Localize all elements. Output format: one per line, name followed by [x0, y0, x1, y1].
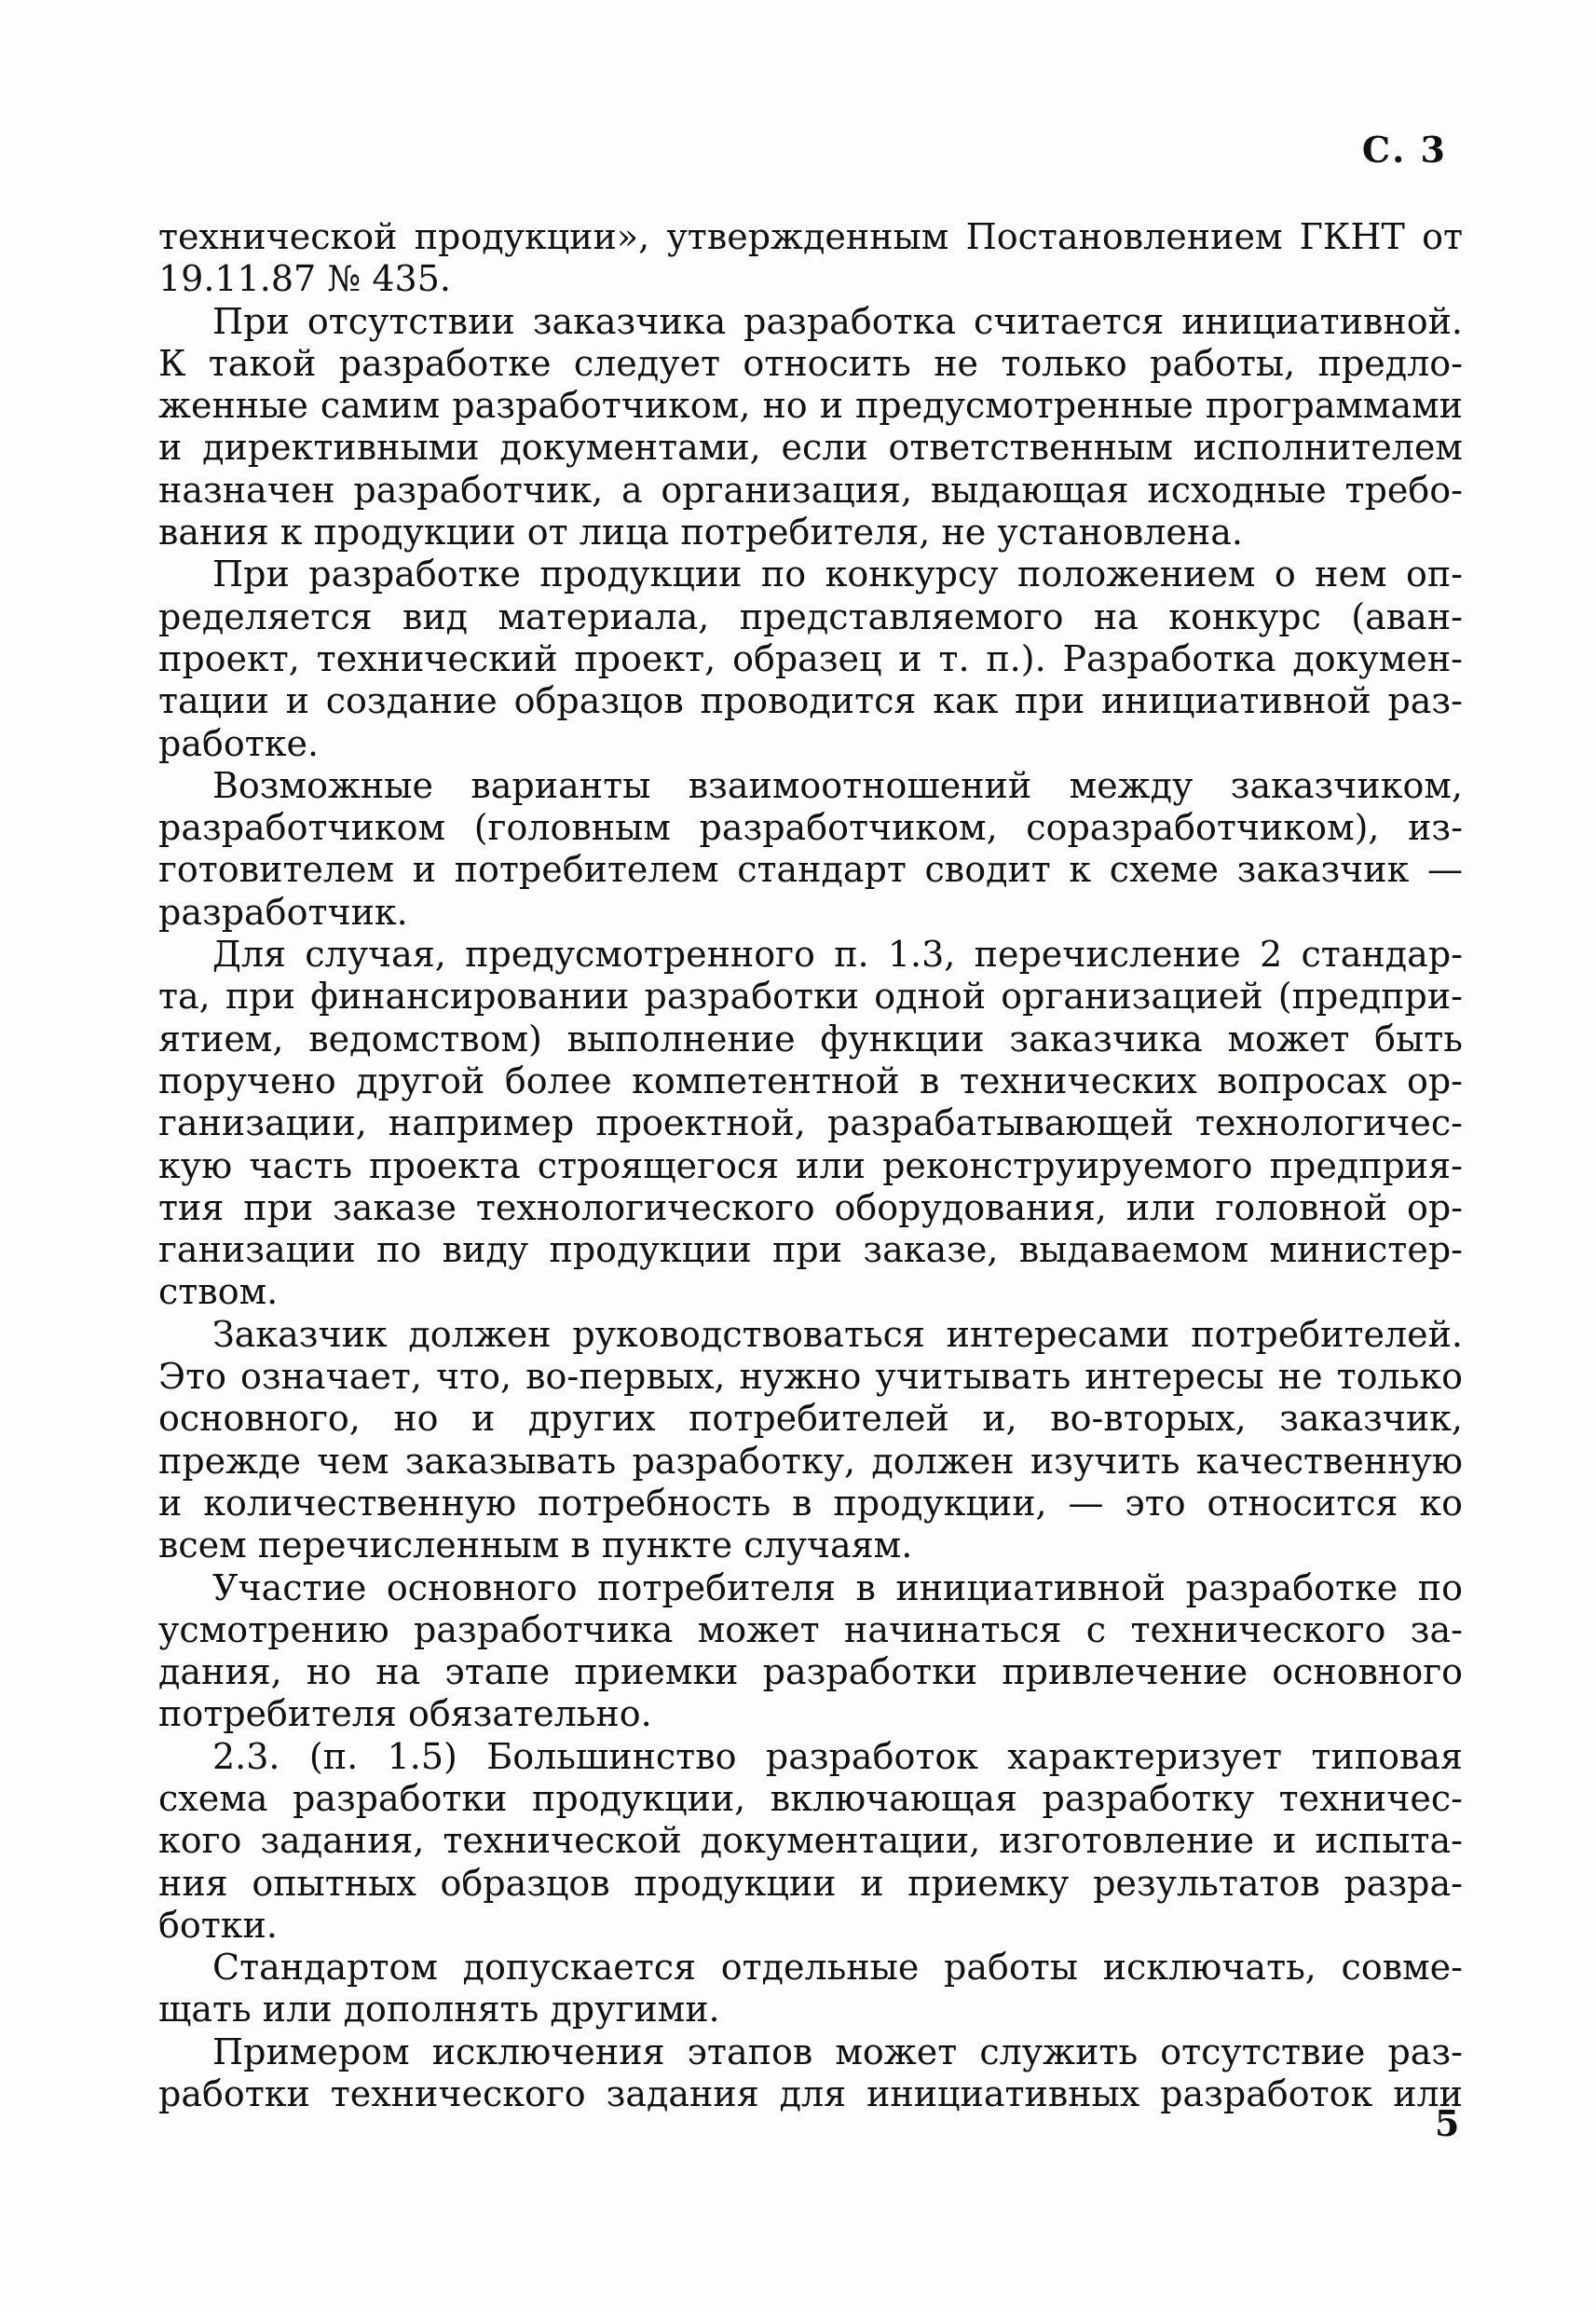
- text-line: Участие основного потребителя в инициативной разработке по: [212, 1566, 1463, 1608]
- text-line: основного, но и других потребителей и, во-вторых, заказчик,: [158, 1398, 1463, 1440]
- text-line: усмотрению разработчика может начинаться с технического за-: [158, 1608, 1463, 1650]
- text-line: При разработке продукции по конкурсу положением о нем оп-: [212, 554, 1463, 595]
- text-line: К такой разработке следует относить не только работы, предло-: [158, 342, 1463, 384]
- paragraph: [158, 1947, 1463, 2031]
- text-line: прежде чем заказывать разработку, должен изучить качественную: [158, 1440, 1463, 1482]
- page-header-label: С. 3: [1361, 129, 1447, 171]
- text-line: назначен разработчик, а организация, выдающая исходные требо-: [158, 469, 1463, 511]
- text-line: разработчиком (головным разработчиком, соразработчиком), из-: [158, 807, 1463, 849]
- text-line: Примером исключения этапов может служить отсутствие раз-: [212, 2031, 1463, 2072]
- paragraph: [158, 216, 1463, 301]
- text-line: готовителем и потребителем стандарт сводит к схеме заказчик —: [158, 849, 1463, 891]
- text-line: работке.: [158, 722, 320, 764]
- text-line: Возможные варианты взаимоотношений между заказчиком,: [212, 764, 1463, 806]
- paragraph: [158, 1736, 1463, 1947]
- paragraph: [158, 301, 1463, 554]
- text-line: щать или дополнять другими.: [158, 1989, 720, 2031]
- text-line: ганизации по виду продукции при заказе, выдаваемом министер-: [158, 1229, 1463, 1271]
- text-line: 19.11.87 № 435.: [158, 258, 451, 300]
- text-line: и количественную потребность в продукции, — это относится ко: [158, 1482, 1463, 1524]
- text-line: работки технического задания для инициативных разработок или: [158, 2073, 1463, 2115]
- text-line: кую часть проекта строящегося или реконструируемого предприя-: [158, 1144, 1463, 1186]
- text-line: всем перечисленным в пункте случаям.: [158, 1525, 913, 1566]
- paragraph: [158, 2031, 1463, 2116]
- text-line: дания, но на этапе приемки разработки привлечение основного: [158, 1651, 1463, 1693]
- text-line: ством.: [158, 1271, 279, 1313]
- text-line: Заказчик должен руководствоваться интересами потребителей.: [212, 1313, 1463, 1355]
- text-line: ределяется вид материала, представляемого на конкурс (аван-: [158, 595, 1463, 637]
- text-line: Для случая, предусмотренного п. 1.3, перечисление 2 стандар-: [212, 934, 1463, 976]
- text-line: кого задания, технической документации, изготовление и испыта-: [158, 1820, 1463, 1862]
- paragraph: [158, 934, 1463, 1314]
- paragraph: [158, 1314, 1463, 1567]
- text-line: ния опытных образцов продукции и приемку результатов разра-: [158, 1862, 1463, 1904]
- text-line: женные самим разработчиком, но и предусмотренные программами: [158, 385, 1463, 427]
- text-line: проект, технический проект, образец и т. п.). Разработка докумен-: [158, 637, 1463, 679]
- paragraph: [158, 554, 1463, 764]
- text-line: поручено другой более компетентной в технических вопросах ор-: [158, 1060, 1463, 1101]
- text-line: ботки.: [158, 1904, 278, 1946]
- text-line: 2.3. (п. 1.5) Большинство разработок характеризует типовая: [212, 1735, 1463, 1777]
- text-line: потребителя обязательно.: [158, 1693, 652, 1735]
- text-line: и директивными документами, если ответственным исполнителем: [158, 427, 1463, 469]
- body-text: [158, 216, 1463, 2115]
- text-line: ганизации, например проектной, разрабатывающей технологичес-: [158, 1102, 1463, 1144]
- text-line: технической продукции», утвержденным Постановлением ГКНТ от: [158, 216, 1463, 257]
- text-line: Это означает, что, во-первых, нужно учитывать интересы не только: [158, 1356, 1463, 1398]
- paragraph: [158, 1567, 1463, 1736]
- paragraph: [158, 765, 1463, 934]
- text-line: вания к продукции от лица потребителя, не установлена.: [158, 512, 1243, 554]
- text-line: ятием, ведомством) выполнение функции заказчика может быть: [158, 1018, 1463, 1060]
- page-number: 5: [1435, 2102, 1460, 2144]
- text-line: разработчик.: [158, 891, 408, 933]
- text-line: та, при финансировании разработки одной организацией (предпри-: [158, 976, 1463, 1018]
- text-line: схема разработки продукции, включающая разработку техничес-: [158, 1777, 1463, 1819]
- text-line: тия при заказе технологического оборудования, или головной ор-: [158, 1186, 1463, 1228]
- text-line: тации и создание образцов проводится как при инициативной раз-: [158, 680, 1463, 722]
- text-line: Стандартом допускается отдельные работы исключать, совме-: [212, 1947, 1463, 1989]
- text-line: При отсутствии заказчика разработка считается инициативной.: [212, 300, 1463, 342]
